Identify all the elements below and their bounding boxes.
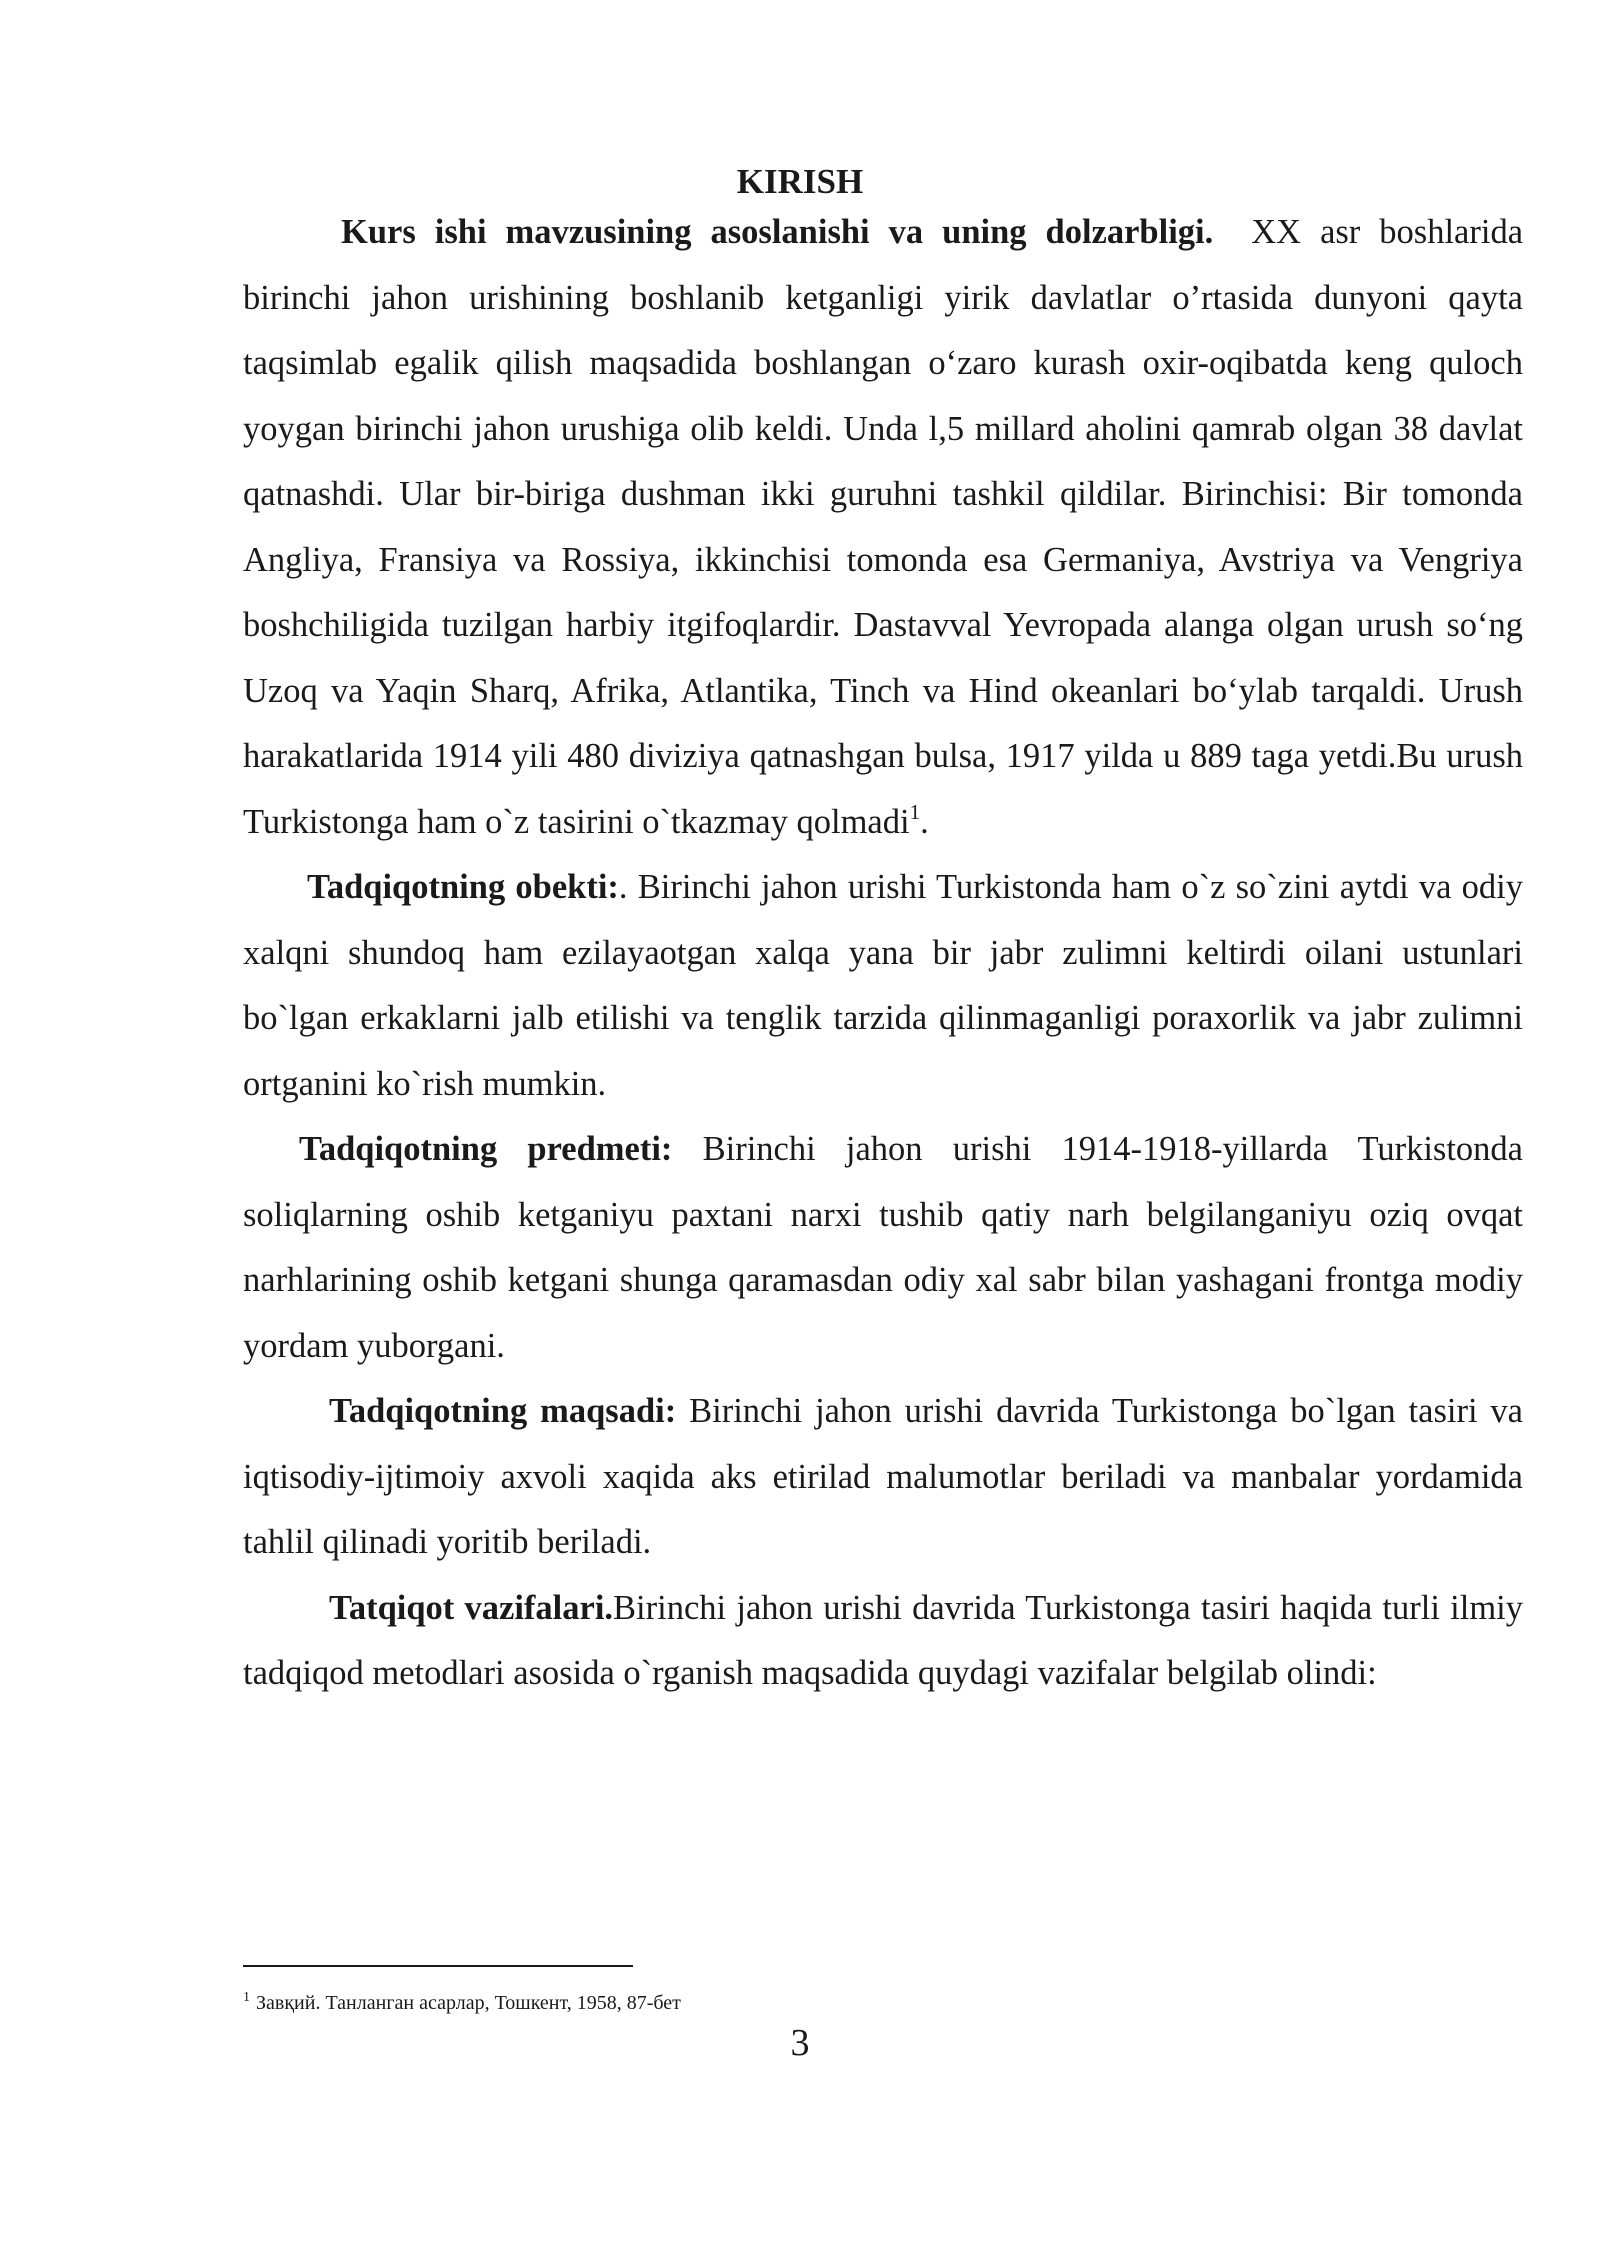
intro-end: .	[920, 802, 929, 841]
vazifalari-paragraph	[243, 1576, 1523, 1707]
footnote-mark: 1	[243, 1990, 250, 2005]
predmeti-lead: Tadqiqotning predmeti:	[299, 1130, 673, 1168]
intro-paragraph	[243, 200, 1523, 855]
maqsadi-text: Birinchi jahon urishi davrida Turkistonga bo`lgan tasiri va iqtisodiy-ijtimoiy axvoli xaqida aks etirilad malumotlar beriladi va manbalar yordamida tahlil qilinadi yoritib beriladi.	[243, 1392, 1523, 1561]
page-number: 3	[790, 2022, 810, 2064]
body-text	[243, 200, 1523, 1707]
predmeti-text: Birinchi jahon urishi 1914-1918-yillarda Turkistonda soliqlarning oshib ketganiyu paxtani narxi tushib qatiy narh belgilanganiyu oziq ovqat narhlarining oshib ketgani shunga qaramasdan odiy xal sabr bilan yashagani frontga modiy yordam yuborgani.	[243, 1130, 1523, 1365]
intro-text: XX asr boshlarida birinchi jahon urishining boshlanib ketganligi yirik davlatlar o’rtasida dunyoni qayta taqsimlab egalik qilish maqsadida boshlangan o‘zaro kurash oxir-oqibatda keng quloch yoygan birinchi jahon urushiga olib keldi. Unda l,5 millard aholini qamrab olgan 38 davlat qatnashdi. Ular bir-biriga dushman ikki guruhni tashkil qildilar. Birinchisi: Bir tomonda Angliya, Fransiya va Rossiya, ikkinchisi tomonda esa Germaniya, Avstriya va Vengriya boshchiligida tuzilgan harbiy itgifoqlardir. Dastavval Yevropada alanga olgan urush so‘ng Uzoq va Yaqin Sharq, Afrika, Atlantika, Tinch va Hind okeanlari bo‘ylab tarqaldi. Urush harakatlarida 1914 yili 480 diviziya qatnashgan bulsa, 1917 yilda u 889 taga yetdi.Bu urush Turkistonga ham o`z tasirini o`tkazmay qolmadi	[243, 213, 1524, 841]
obekti-lead: Tadqiqotning obekti:	[307, 868, 619, 906]
predmeti-paragraph	[243, 1117, 1523, 1379]
maqsadi-lead: Tadqiqotning maqsadi:	[329, 1392, 677, 1430]
intro-lead: Kurs ishi mavzusining asoslanishi va uning dolzarbligi.	[341, 213, 1214, 251]
maqsadi-paragraph	[243, 1379, 1523, 1576]
vazifalari-text: Birinchi jahon urishi davrida Turkistonga tasiri haqida turli ilmiy tadqiqod metodlari asosida o`rganish maqsadida quydagi vazifalar belgilab olindi:	[243, 1588, 1524, 1692]
page-title: KIRISH	[736, 162, 864, 201]
footnote-reference[interactable]: 1	[909, 799, 921, 824]
footnote-separator	[243, 1965, 633, 1967]
obekti-paragraph	[243, 855, 1523, 1117]
obekti-text: . Birinchi jahon urishi Turkistonda ham o`z so`zini aytdi va odiy xalqni shundoq ham ezilayaotgan xalqa yana bir jabr zulimni keltirdi oilani ustunlari bo`lgan erkaklarni jalb etilishi va tenglik tarzida qilinmaganligi poraxorlik va jabr zulimni ortganini ko`rish mumkin.	[243, 868, 1523, 1103]
footnote-text: Завқий. Танланган асарлар, Тошкент, 1958, 87-бет	[256, 1992, 681, 2014]
footnote	[243, 1990, 681, 2016]
vazifalari-lead: Tatqiqot vazifalari.	[329, 1588, 614, 1627]
